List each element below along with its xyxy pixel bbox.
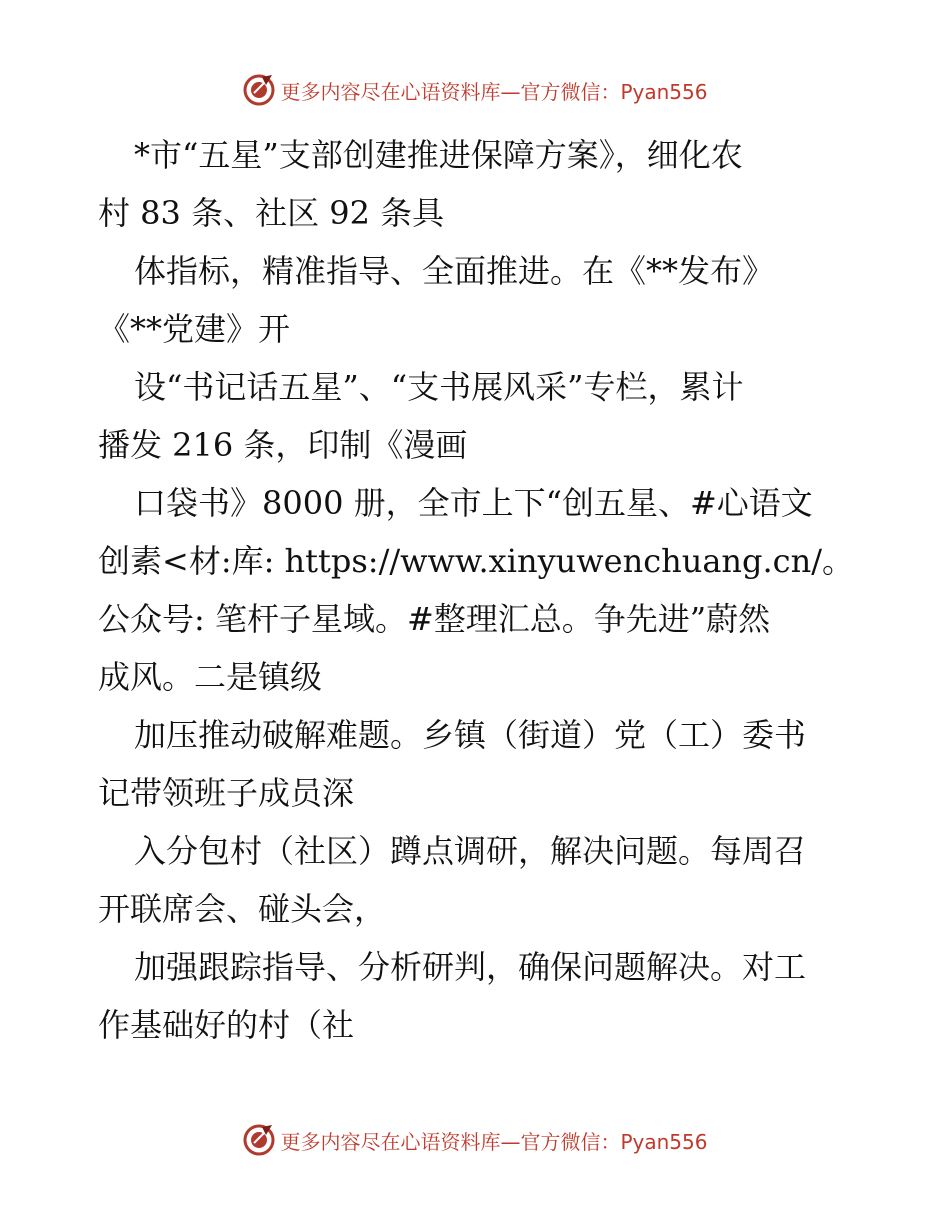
text-line: 村 83 条、社区 92 条具 [98, 194, 445, 232]
text-line: *市“五星”支部创建推进保障方案》，细化农 [134, 136, 743, 174]
text-line: 成风。二是镇级 [98, 658, 323, 696]
header-banner [0, 70, 950, 110]
text-line: 记带领班子成员深 [98, 774, 355, 812]
footer-banner-text: 更多内容尽在心语资料库—官方微信：Pyan556 [280, 1129, 708, 1154]
quill-seal-logo-icon [242, 73, 276, 107]
text-line: 设“书记话五星”、“支书展风采”专栏，累计 [134, 368, 744, 406]
text-line: 口袋书》8000 册，全市上下“创五星、#心语文 [134, 484, 813, 522]
text-line: 《**党建》开 [98, 310, 291, 348]
text-line: 创素<材:库: https://www.xinyuwenchuang.cn/。 [98, 542, 854, 580]
text-line: 公众号: 笔杆子星域。#整理汇总。争先进”蔚然 [98, 600, 771, 638]
footer-banner [0, 1120, 950, 1160]
text-line: 入分包村（社区）蹲点调研，解决问题。每周召 [134, 832, 807, 870]
text-line: 开联席会、碰头会， [98, 890, 387, 928]
quill-seal-logo-icon [242, 1123, 276, 1157]
text-line: 体指标，精准指导、全面推进。在《**发布》 [134, 252, 775, 290]
text-line: 加压推动破解难题。乡镇（街道）党（工）委书 [134, 716, 807, 754]
text-line: 作基础好的村（社 [98, 1006, 355, 1044]
text-line: 播发 216 条，印制《漫画 [98, 426, 468, 464]
header-banner-text: 更多内容尽在心语资料库—官方微信：Pyan556 [280, 79, 708, 104]
text-line: 加强跟踪指导、分析研判，确保问题解决。对工 [134, 948, 807, 986]
document-body [98, 126, 868, 1054]
